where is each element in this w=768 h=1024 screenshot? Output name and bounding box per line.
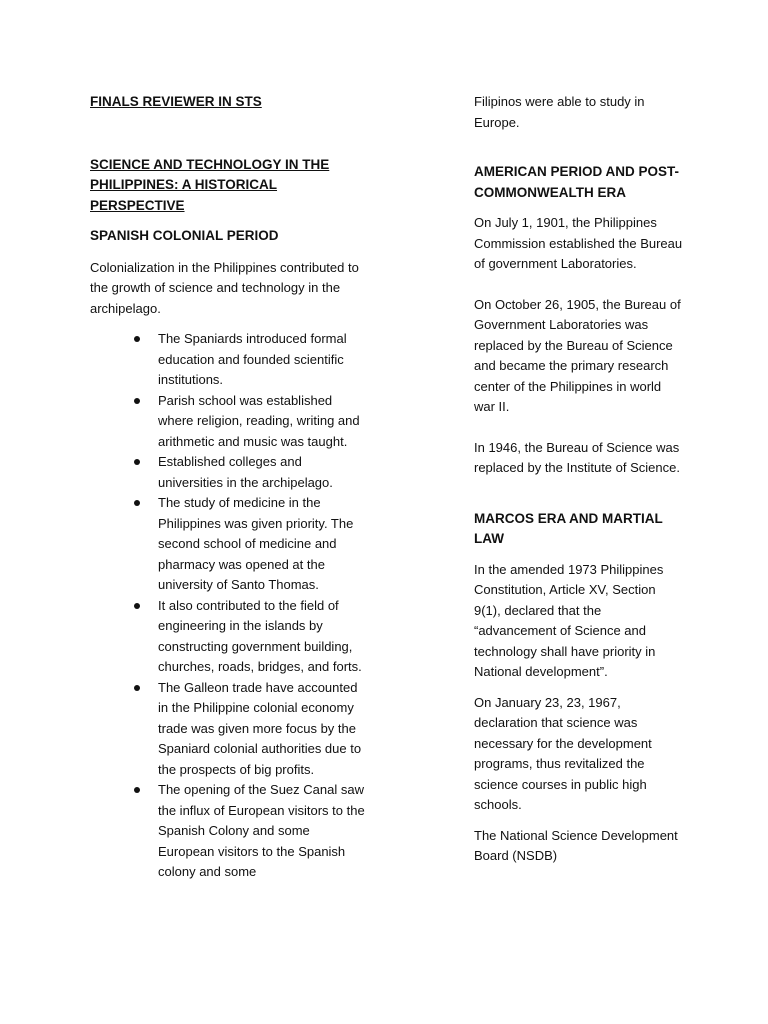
- american-period-heading: AMERICAN PERIOD AND POST-COMMONWEALTH ERA: [474, 164, 680, 200]
- right-column: [474, 91, 684, 867]
- list-item-text: Parish school was established where religion, reading, writing and arithmetic and music was taught.: [158, 392, 360, 449]
- list-item: [158, 452, 365, 493]
- list-item: [158, 329, 365, 391]
- list-item-text: The Spaniards introduced formal education and founded scientific institutions.: [158, 331, 347, 387]
- paragraph-1901: On July 1, 1901, the Philippines Commission established the Bureau of government Laboratories.: [474, 215, 683, 271]
- marcos-era-heading: MARCOS ERA AND MARTIAL LAW: [474, 510, 663, 546]
- bullet-icon: [134, 787, 140, 793]
- bullet-icon: [134, 685, 140, 691]
- list-item-text: The Galleon trade have accounted in the Philippine colonial economy trade was given more focus by the Spaniard colonial authorities due to the prospects of big profits.: [158, 679, 362, 777]
- list-item-text: The study of medicine in the Philippines was given priority. The second school of medicine and pharmacy was opened at the university of Santo Thomas.: [158, 495, 354, 592]
- continuation-paragraph: Filipinos were able to study in Europe.: [474, 94, 645, 130]
- list-item-text: It also contributed to the field of engineering in the islands by constructing government building, churches, roads, bridges, and forts.: [158, 597, 362, 674]
- list-item-text: The opening of the Suez Canal saw the influx of European visitors to the Spanish Colony and some European visitors to the Spanish colony and some: [158, 782, 365, 879]
- bullet-icon: [134, 398, 140, 404]
- list-item: [158, 596, 365, 678]
- bullet-icon: [134, 459, 140, 465]
- left-column: [90, 91, 365, 883]
- paragraph-1946: In 1946, the Bureau of Science was replaced by the Institute of Science.: [474, 439, 680, 475]
- list-item: [158, 780, 365, 883]
- document-title: FINALS REVIEWER IN STS: [90, 94, 262, 109]
- bullet-icon: [134, 336, 140, 342]
- paragraph-nsdb: The National Science Development Board (NSDB): [474, 827, 678, 863]
- bullet-icon: [134, 603, 140, 609]
- list-item: [158, 391, 365, 453]
- bullet-icon: [134, 500, 140, 506]
- spanish-period-heading: SPANISH COLONIAL PERIOD: [90, 228, 279, 243]
- section-title: SCIENCE AND TECHNOLOGY IN THE PHILIPPINES: A HISTORICAL PERSPECTIVE: [90, 156, 330, 213]
- spanish-period-list: [90, 329, 365, 883]
- list-item: [158, 678, 365, 781]
- paragraph-1967: On January 23, 23, 1967, declaration that science was necessary for the development programs, thus revitalized the science courses in public high schools.: [474, 694, 652, 812]
- list-item: [158, 493, 365, 596]
- intro-paragraph: Colonialization in the Philippines contributed to the growth of science and technology in the archipelago.: [90, 259, 359, 316]
- paragraph-1905: On October 26, 1905, the Bureau of Government Laboratories was replaced by the Bureau of Science and became the primary research center of the Philippines in world war II.: [474, 296, 681, 414]
- list-item-text: Established colleges and universities in the archipelago.: [158, 454, 333, 490]
- paragraph-constitution: In the amended 1973 Philippines Constitution, Article XV, Section 9(1), declared that the “advancement of Science and technology shall have priority in National development”.: [474, 561, 664, 679]
